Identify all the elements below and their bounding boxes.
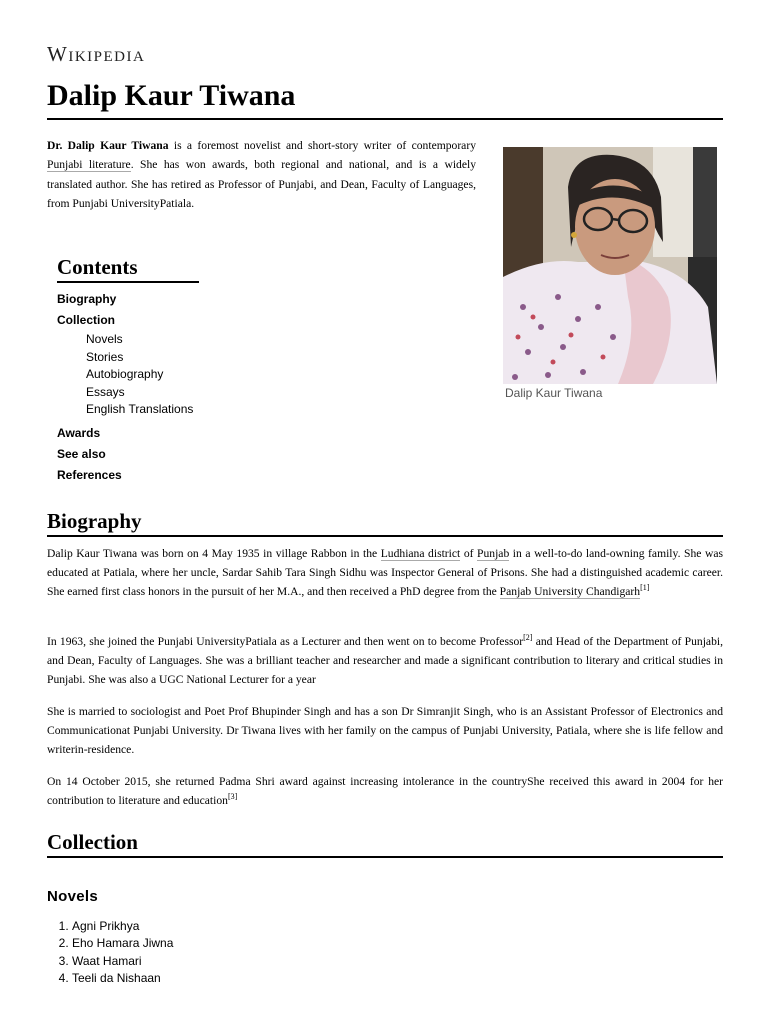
biography-paragraph-1: Dalip Kaur Tiwana was born on 4 May 1935 in village Rabbon in the Ludhiana district of Punjab in a well-to-do land-owning family. She was educated at Patiala, where her uncle, Sardar Sahib Tara Singh Sidhu was Inspector General of Prisons. She had a distinguished academic career. She earned first class honors in the pursuit of her M.A., and then received a PhD degree from the Panjab University Chandigarh[1] (47, 547, 723, 599)
list-item: 2. Eho Hamara Jiwna (72, 935, 173, 952)
toc-item-references[interactable]: References (57, 467, 122, 482)
list-item: 1. Agni Prikhya (72, 918, 173, 935)
toc-subitem-stories[interactable]: Stories (86, 349, 124, 364)
section-heading-collection: Collection (47, 829, 723, 858)
toc-subitem-english-translations[interactable]: English Translations (86, 402, 194, 416)
toc-item-see-also[interactable]: See also (57, 446, 106, 461)
infobox (503, 147, 717, 400)
link-punjab[interactable]: Punjab (477, 547, 510, 560)
toc-item-collection[interactable]: Collection (57, 313, 116, 327)
toc-item-biography[interactable]: Biography (57, 292, 117, 306)
toc-title: Contents (57, 253, 199, 283)
biography-paragraph-4: On 14 October 2015, she returned Padma Shri award against increasing intolerance in the countryShe received this award in 2004 for her contribution to literature and education[3] (47, 775, 723, 808)
reference-3[interactable]: [3] (227, 792, 238, 802)
novels-list (47, 918, 173, 988)
wikipedia-wordmark[interactable]: Wikipedia (47, 42, 146, 66)
lead-paragraph: Dr. Dalip Kaur Tiwana is a foremost novelist and short-story writer of contemporary Punjabi literature. She has won awards, both regional and national, and is a widely translated author. She has retired as Professor of Punjabi, and Dean, Faculty of Languages, from Punjabi UniversityPatiala. (47, 139, 476, 210)
subject-name: Dr. Dalip Kaur Tiwana (47, 139, 169, 152)
portrait-photo-icon[interactable] (503, 147, 717, 384)
reference-2[interactable]: [2] (523, 633, 533, 643)
toc-subitem-autobiography[interactable]: Autobiography (86, 367, 164, 381)
biography-paragraph-3: She is married to sociologist and Poet Prof Bhupinder Singh and has a son Dr Simranjit Singh, who is an Assistant Professor of Electronics and Communicationat Punjabi University. Dr Tiwana lives with her family on the campus of Punjabi University, Patiala, where she is life fellow and writerin-residence. (47, 705, 723, 757)
page-title: Dalip Kaur Tiwana (47, 78, 723, 120)
reference-1[interactable]: [1] (640, 583, 650, 593)
list-item: 4. Teeli da Nishaan (72, 970, 173, 987)
toc-subitem-novels[interactable]: Novels (86, 332, 123, 346)
list-item: 3. Waat Hamari (72, 953, 173, 970)
toc-subitem-essays[interactable]: Essays (86, 384, 125, 399)
table-of-contents (57, 253, 257, 486)
biography-paragraph-2: In 1963, she joined the Punjabi UniversityPatiala as a Lecturer and then went on to become Professor[2] and Head of the Department of Punjabi, and Dean, Faculty of Languages. She was a brilliant teacher and researcher and made a significant contribution to literary and critical studies in Punjabi. She was also a UGC National Lecturer for a year (47, 633, 723, 687)
link-punjabi-literature[interactable]: Punjabi literature (47, 158, 131, 172)
photo-caption: Dalip Kaur Tiwana (505, 386, 603, 400)
link-panjab-university[interactable]: Panjab University Chandigarh (499, 585, 641, 599)
section-heading-biography: Biography (47, 508, 723, 537)
toc-item-awards[interactable]: Awards (57, 425, 101, 440)
subsection-heading-novels: Novels (47, 888, 98, 905)
link-ludhiana-district[interactable]: Ludhiana district (380, 547, 461, 560)
